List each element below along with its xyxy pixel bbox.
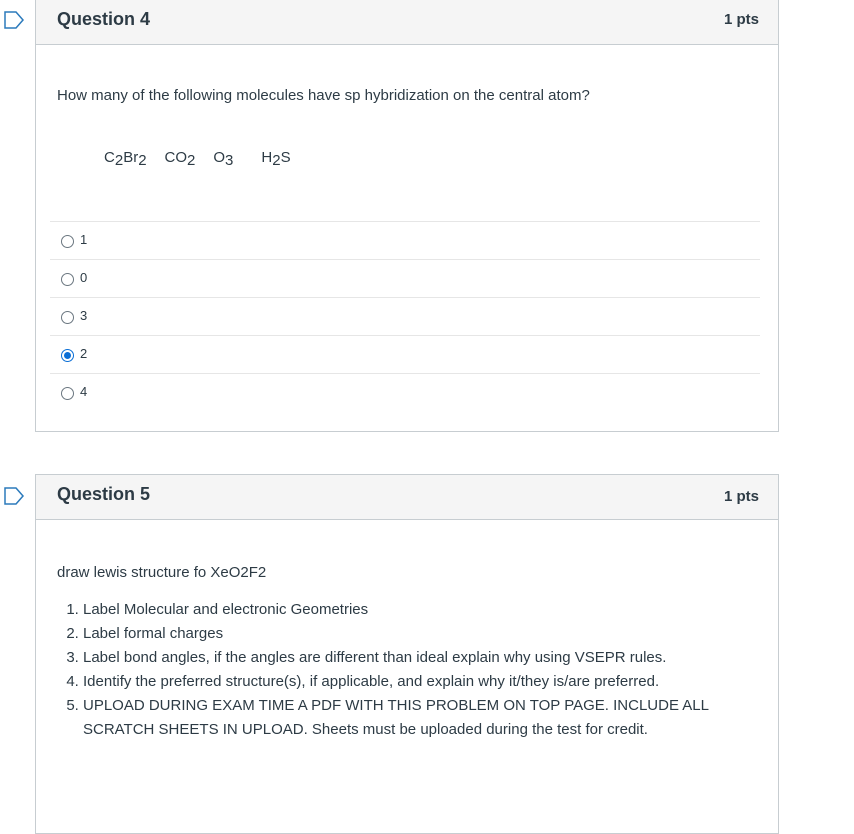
molecule-formula [213, 149, 234, 169]
formula-text: S [280, 149, 291, 166]
question-5-prompt: draw lewis structure fo XeO2F2 [57, 564, 267, 581]
answer-option[interactable] [50, 259, 760, 297]
instruction-list [57, 598, 773, 742]
instruction-item: 2. Label formal charges [83, 622, 773, 646]
formula-subscript: 2 [138, 152, 147, 169]
answer-label: 0 [80, 270, 88, 285]
answer-label: 3 [80, 308, 88, 323]
flag-question-icon[interactable] [3, 486, 25, 506]
formula-text: O [213, 149, 226, 166]
question-5-card [35, 474, 779, 834]
answer-radio[interactable] [61, 273, 74, 286]
formula-text: H [261, 149, 273, 166]
question-5-title: Question 5 [57, 484, 151, 504]
question-4-prompt: How many of the following molecules have sp hybridization on the central atom? [57, 87, 590, 104]
answer-label: 2 [80, 346, 88, 361]
answer-radio[interactable] [61, 235, 74, 248]
flag-question-icon[interactable] [3, 10, 25, 30]
answer-radio[interactable] [61, 387, 74, 400]
molecule-formula [261, 149, 291, 169]
answer-label: 1 [80, 232, 88, 247]
question-5-points: 1 pts [723, 488, 759, 505]
molecule-formula [104, 149, 147, 169]
answer-radio[interactable] [61, 349, 74, 362]
formula-text: CO [164, 149, 188, 166]
formula-subscript: 2 [114, 152, 124, 169]
formula-subscript: 3 [225, 152, 234, 169]
molecule-list [104, 149, 309, 169]
answer-option[interactable] [50, 335, 760, 373]
formula-subscript: 2 [187, 152, 196, 169]
formula-subscript: 2 [272, 152, 281, 169]
question-4-title: Question 4 [57, 9, 151, 29]
question-5-header [36, 475, 778, 520]
question-4-points: 1 pts [723, 11, 759, 28]
instruction-item: 3. Label bond angles, if the angles are different than ideal explain why using VSEPR rules. [83, 646, 773, 670]
answer-label: 4 [80, 384, 88, 399]
instruction-item: 4. Identify the preferred structure(s), if applicable, and explain why it/they is/are preferred. [83, 670, 773, 694]
answer-option[interactable] [50, 373, 760, 411]
answer-option[interactable] [50, 221, 760, 259]
instruction-item: 5. UPLOAD DURING EXAM TIME A PDF WITH THIS PROBLEM ON TOP PAGE. INCLUDE ALL SCRATCH SHEETS IN UPLOAD. Sheets must be uploaded during the test for credit. [83, 694, 773, 742]
answer-option[interactable] [50, 297, 760, 335]
formula-text: Br [123, 149, 139, 166]
question-4-card [35, 0, 779, 432]
formula-text: C [104, 149, 115, 166]
molecule-formula [164, 149, 196, 169]
answer-radio[interactable] [61, 311, 74, 324]
question-4-header [36, 0, 778, 45]
instruction-item: 1. Label Molecular and electronic Geometries [83, 598, 773, 622]
